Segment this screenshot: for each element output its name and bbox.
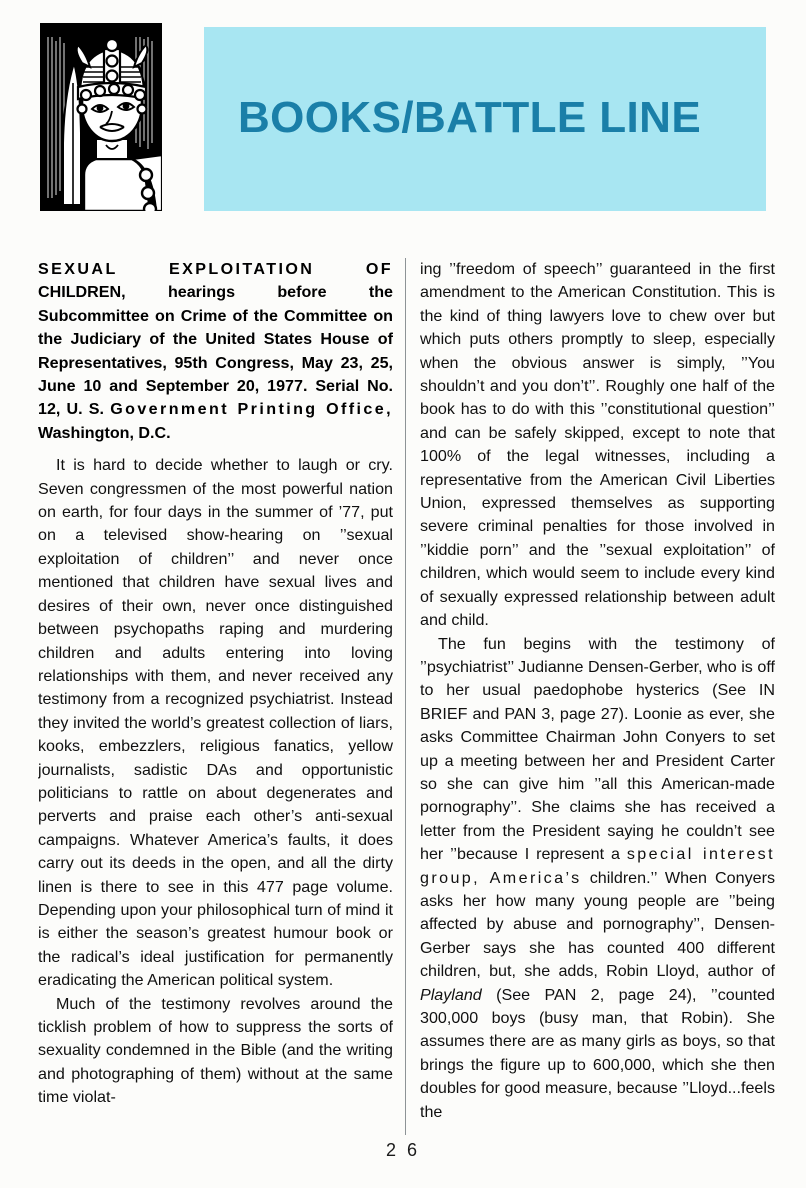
paragraph-part-spread: special interest group, America’s — [420, 845, 775, 887]
article-lead — [38, 258, 393, 445]
lead-citation: CHILDREN, hearings before the Subcommittee on Crime of the Committee on the Judiciary of the United States House of Representatives, 95th Congress, May 23, 25, June 10 and September 20, 1977. Serial No. 12, U. S. — [38, 283, 393, 419]
woodcut-illustration — [40, 23, 162, 211]
article-body — [0, 258, 806, 1138]
banner-title: BOOKS/BATTLE LINE — [238, 93, 702, 142]
page-folio: 2 6 — [385, 1140, 421, 1160]
paragraph-part: children.’’ When Conyers asks her how many young people are ’’being affected by abuse and pornography’’, Densen-Gerber says she has counted 400 different children, but, she adds, Robin Lloyd, author of — [420, 868, 775, 981]
masthead — [0, 0, 806, 232]
column-divider-rule — [405, 258, 406, 1135]
lead-publisher-spread: Government Printing Office, — [110, 400, 393, 419]
lead-location: Washington, D.C. — [38, 423, 171, 442]
left-column — [38, 258, 393, 1138]
woodcut-illustration-graphic — [40, 23, 162, 211]
paragraph: It is hard to decide whether to laugh or cry. Seven congressmen of the most powerful nation on earth, for four days in the summer of ’77, put on a televised show-hearing on ’’sexual exploitation of children’’ and never once mentioned that children have sexual lives and desires of their own, never once distinguished between psychopaths raping and murdering children and adults entering into loving relationships with them, and never received any testimony from a recognized psychiatrist. Instead they invited the world’s greatest collection of liars, kooks, embezzlers, religious fanatics, yellow journalists, sadistic DAs and opportunistic politicians to rattle on about degenerates and perverts and praise each other’s anti-sexual campaigns. Whatever America’s faults, it does carry out its deeds in the open, and all the dirty linen is there to see in this 477 page volume. Depending upon your philosophical turn of mind it is either the season’s greatest humour book or the radical’s ideal justification for permanently eradicating the American political system. — [38, 456, 393, 990]
paragraph — [420, 633, 775, 1125]
paragraph: ing ’’freedom of speech’’ guaranteed in the first amendment to the American Constitution. This is the kind of thing lawyers love to chew over but which puts others promptly to sleep, especially when the obvious answer is simply, ’’You shouldn’t and you don’t’’. Roughly one half of the book has to do with this ’’constitutional question’’ and can be safely skipped, except to note that 100% of the legal witnesses, including a representative from the American Civil Liberties Union, expressed themselves as supporting severe criminal penalties for those involved in ’’kiddie porn’’ and the ’’sexual exploitation’’ of children, which would seem to include every kind of sexually expressed relationship between adult and child. — [420, 260, 775, 630]
paragraph-part: (See PAN 2, page 24), ’’counted 300,000 boys (busy man, that Robin). She assumes there are as many girls as boys, so that brings the figure up to 600,000, which she then doubles for good measure, because ’’Lloyd...feels the — [420, 985, 775, 1121]
section-banner — [204, 27, 766, 211]
paragraph: Much of the testimony revolves around the ticklish problem of how to suppress the sorts of sexuality condemned in the Bible (and the writing and photographing of them) without at the same time violat- — [38, 994, 393, 1107]
right-column — [420, 258, 775, 1138]
book-title-playland: Playland — [420, 985, 482, 1004]
lead-title-spread: SEXUAL EXPLOITATION OF — [38, 260, 393, 278]
paragraph-part: The fun begins with the testimony of ’’psychiatrist’’ Judianne Densen-Gerber, who is off to her usual paedophobe hysterics (See IN BRIEF and PAN 3, page 27). Loonie as ever, she asks Committee Chairman John Conyers to set up a meeting between her and President Carter so she can give him ’’all this American-made pornography’’. She claims she has received a letter from the President saying he couldn’t see her ’’because I represent a — [420, 634, 775, 864]
